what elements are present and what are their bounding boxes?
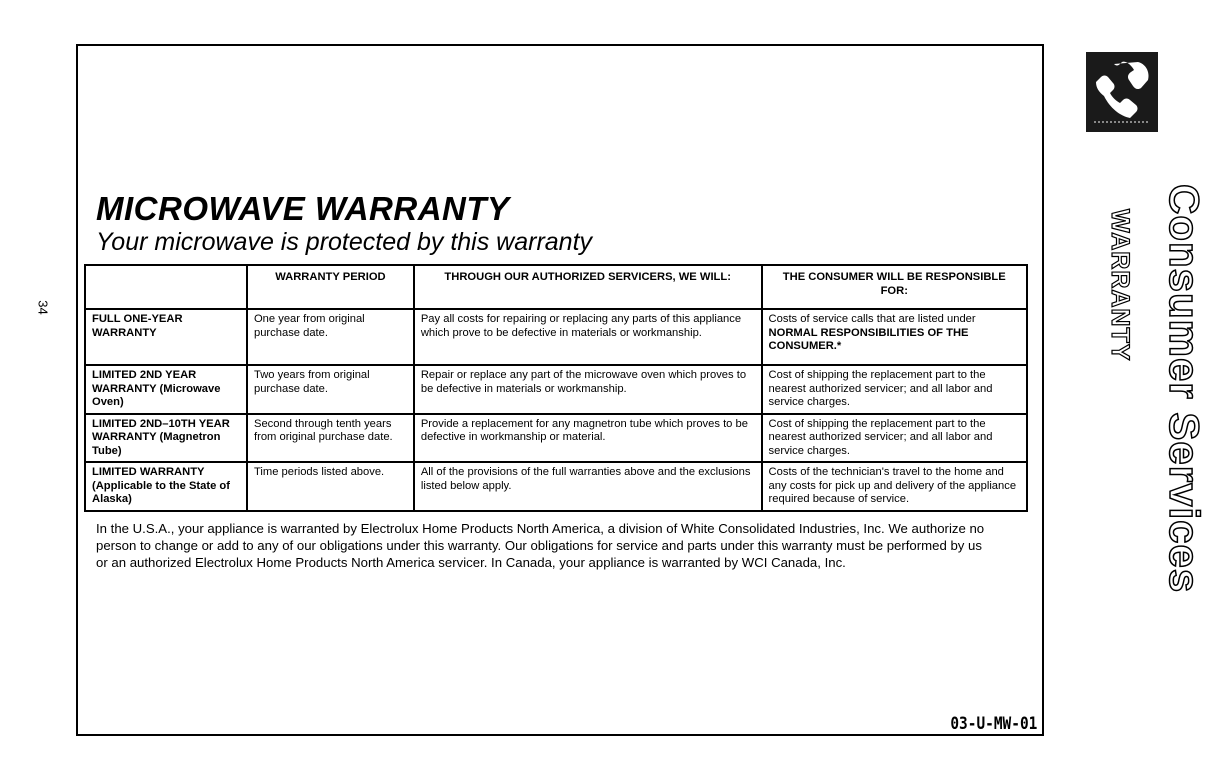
side-subheading: WARRANTY — [1106, 209, 1134, 362]
row-consumer-text: Costs of service calls that are listed under — [768, 313, 976, 325]
row-label: LIMITED 2ND YEAR WARRANTY (Microwave Oven) — [85, 365, 247, 414]
row-label: FULL ONE-YEAR WARRANTY — [85, 309, 247, 365]
row-period: Two years from original purchase date. — [247, 365, 414, 414]
header-warranty-period: WARRANTY PERIOD — [247, 265, 414, 309]
table-row — [85, 365, 1027, 414]
page-subtitle: Your microwave is protected by this warranty — [96, 228, 593, 256]
row-label: LIMITED 2ND–10TH YEAR WARRANTY (Magnetron Tube) — [85, 414, 247, 463]
row-period: Second through tenth years from original purchase date. — [247, 414, 414, 463]
warranty-table — [84, 264, 1028, 512]
warranty-footnote: In the U.S.A., your appliance is warranted by Electrolux Home Products North America, a division of White Consolidated Industries, Inc. We authorize no person to change or add to any of our obligations under this warranty. Our obligations for service and parts under this warranty must be performed by us or an authorized Electrolux Home Products North America servicer. In Canada, your appliance is warranted by WCI Canada, Inc. — [96, 521, 985, 570]
table-row — [85, 462, 1027, 511]
row-consumer: Cost of shipping the replacement part to the nearest authorized servicer; and all labor and service charges. — [762, 414, 1027, 463]
row-period: Time periods listed above. — [247, 462, 414, 511]
page-title: MICROWAVE WARRANTY — [96, 190, 510, 227]
row-we-will: Repair or replace any part of the microwave oven which proves to be defective in materials or workmanship. — [414, 365, 762, 414]
page-number: 34 — [35, 300, 51, 315]
row-we-will: Provide a replacement for any magnetron tube which proves to be defective in workmanship or material. — [414, 414, 762, 463]
row-consumer — [762, 309, 1027, 365]
header-we-will: THROUGH OUR AUTHORIZED SERVICERS, WE WILL: — [414, 265, 762, 309]
row-label: LIMITED WARRANTY (Applicable to the State of Alaska) — [85, 462, 247, 511]
row-consumer: Cost of shipping the replacement part to the nearest authorized servicer; and all labor and service charges. — [762, 365, 1027, 414]
header-consumer-responsible: THE CONSUMER WILL BE RESPONSIBLE FOR: — [762, 265, 1027, 309]
table-row — [85, 309, 1027, 365]
row-period: One year from original purchase date. — [247, 309, 414, 365]
phone-icon — [1086, 52, 1158, 132]
row-we-will: Pay all costs for repairing or replacing any parts of this appliance which prove to be defective in materials or workmanship. — [414, 309, 762, 365]
document-code: 03-U-MW-01 — [949, 714, 1037, 734]
side-heading: Consumer Services — [1161, 184, 1208, 594]
row-consumer-strong: NORMAL RESPONSIBILITIES OF THE CONSUMER.* — [768, 326, 969, 352]
row-we-will: All of the provisions of the full warranties above and the exclusions listed below apply. — [414, 462, 762, 511]
header-blank — [85, 265, 247, 309]
row-consumer: Costs of the technician's travel to the home and any costs for pick up and delivery of the appliance required because of service. — [762, 462, 1027, 511]
table-row — [85, 414, 1027, 463]
side-tab — [1078, 44, 1208, 594]
table-header-row — [85, 265, 1027, 309]
